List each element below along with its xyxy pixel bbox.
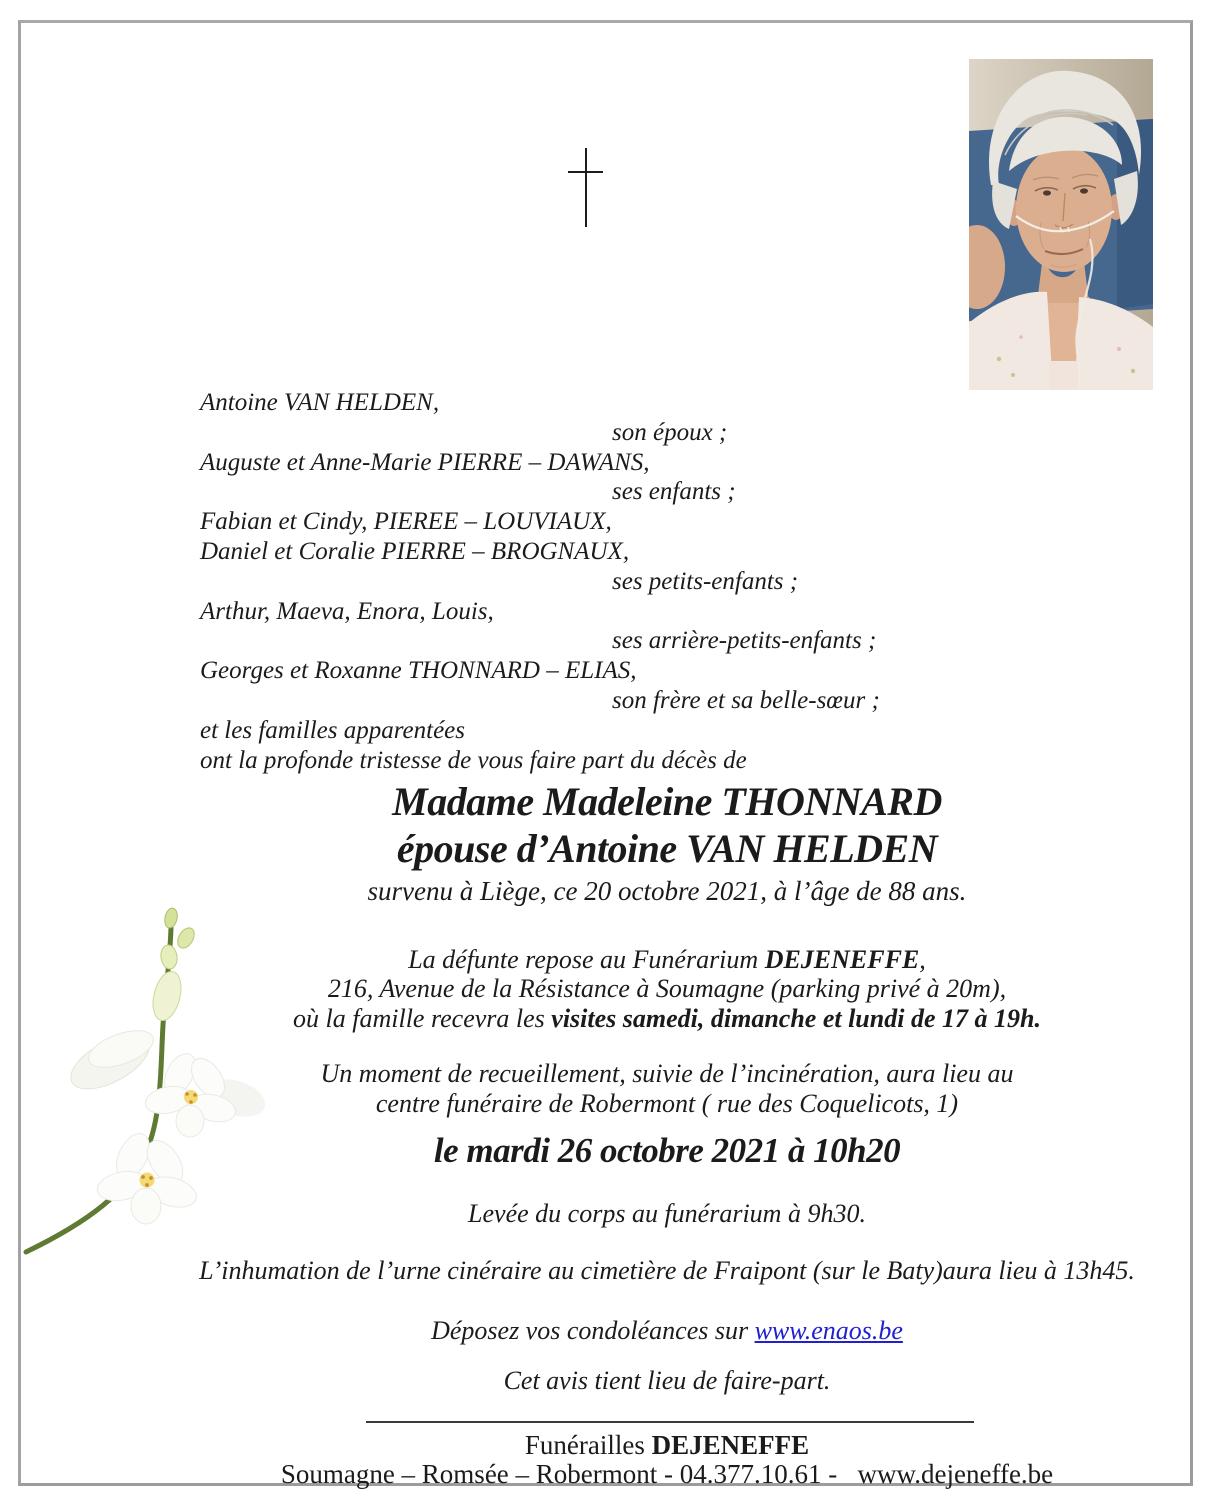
family-line: Daniel et Coralie PIERRE – BROGNAUX, — [200, 537, 630, 565]
deceased-title — [140, 778, 1194, 907]
footer — [140, 1431, 1194, 1489]
visits-schedule: visites samedi, dimanche et lundi de 17 à 19h. — [551, 1003, 1041, 1033]
inhumation-line: L’inhumation de l’urne cinéraire au cimetière de Fraipont (sur le Baty)aura lieu à 13h45. — [199, 1256, 1135, 1285]
funerarium-address: 216, Avenue de la Résistance à Soumagne (parking privé à 20m), — [327, 974, 1007, 1004]
deceased-spouse-line: épouse d’Antoine VAN HELDEN — [396, 826, 938, 871]
funeral-home-name: Funérailles DEJENEFFE — [524, 1430, 810, 1460]
cross-icon — [560, 145, 610, 230]
ceremony-line1: Un moment de recueillement, suivie de l’incinération, aura lieu au — [320, 1059, 1014, 1088]
notice-line: Cet avis tient lieu de faire-part. — [503, 1366, 831, 1395]
footer-rule — [366, 1421, 974, 1423]
family-closing-line: ont la profonde tristesse de vous faire part du décès de — [200, 746, 747, 774]
family-line: Antoine VAN HELDEN, — [200, 389, 440, 416]
family-line: Arthur, Maeva, Enora, Louis, — [200, 597, 494, 625]
funeral-home-address: Soumagne – Romsée – Robermont - 04.377.10.61 - www.dejeneffe.be — [280, 1459, 1054, 1489]
funerarium-name: DEJENEFFE — [764, 945, 920, 974]
deceased-name: Madame Madeleine THONNARD — [392, 779, 942, 824]
repose-line: La défunte repose au Funérarium DEJENEFFE, — [408, 945, 926, 974]
ceremony-info — [140, 1059, 1194, 1118]
family-line: Auguste et Anne-Marie PIERRE – DAWANS, — [200, 448, 650, 476]
family-list — [200, 388, 980, 775]
relation-line: ses enfants ; — [612, 478, 736, 506]
cross-vertical-bar — [585, 148, 587, 227]
relation-line: son frère et sa belle-sœur ; — [612, 686, 880, 714]
repose-info — [140, 945, 1194, 1033]
death-details: survenu à Liège, ce 20 octobre 2021, à l’âge de 88 ans. — [367, 876, 967, 906]
levee-line: Levée du corps au funérarium à 9h30. — [468, 1199, 866, 1228]
condolences-text: Déposez vos condoléances sur — [431, 1316, 755, 1345]
portrait-photo — [969, 59, 1153, 390]
relation-line: ses petits-enfants ; — [612, 567, 799, 595]
family-line: Fabian et Cindy, PIEREE – LOUVIAUX, — [200, 508, 612, 536]
enaos-link[interactable]: www.enaos.be — [754, 1316, 903, 1345]
cross-horizontal-bar — [568, 171, 603, 173]
ceremony-line2: centre funéraire de Robermont ( rue des Coquelicots, 1) — [375, 1088, 959, 1118]
relation-line: ses arrière-petits-enfants ; — [612, 627, 877, 655]
condolences-line — [140, 1316, 1194, 1346]
ceremony-datetime: le mardi 26 octobre 2021 à 10h20 — [433, 1131, 901, 1170]
family-closing-line: et les familles apparentées — [200, 716, 465, 744]
family-line: Georges et Roxanne THONNARD – ELIAS, — [200, 657, 637, 685]
relation-line: son époux ; — [612, 418, 728, 446]
visits-line: où la famille recevra les visites samedi, dimanche et lundi de 17 à 19h. — [293, 1003, 1041, 1033]
